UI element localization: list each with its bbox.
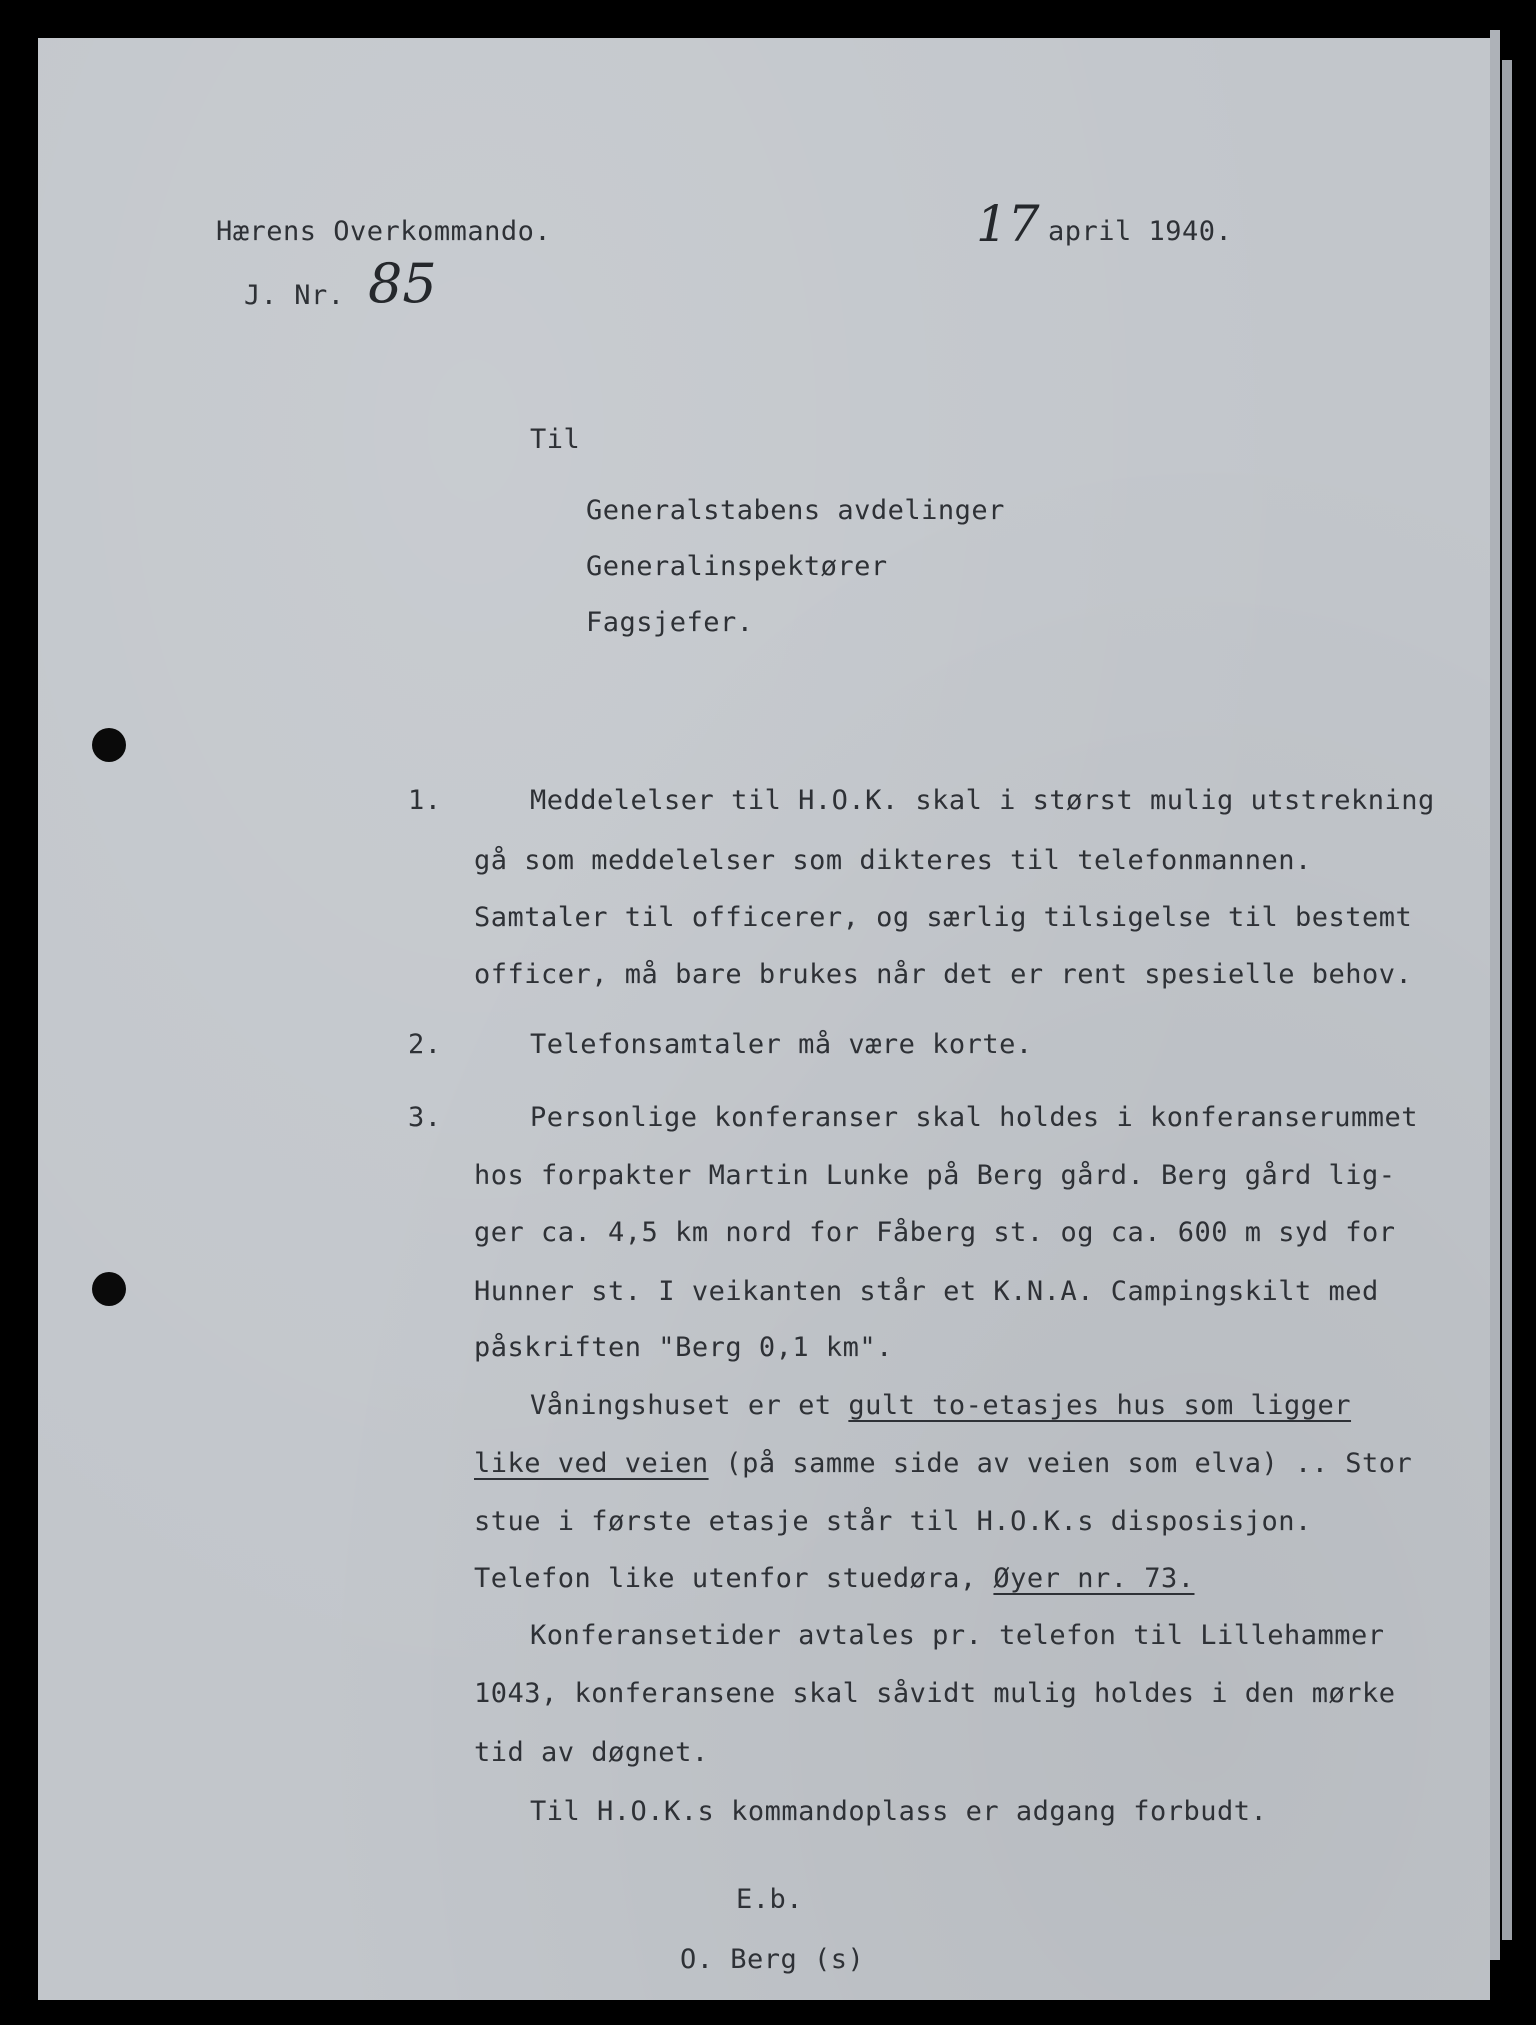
item-line: ger ca. 4,5 km nord for Fåberg st. og ca. 600 m syd for: [474, 1217, 1396, 1248]
item-line: hos forpakter Martin Lunke på Berg gård. Berg gård lig-: [474, 1160, 1396, 1191]
house-paragraph-line: stue i første etasje står til H.O.K.s disposisjon.: [474, 1506, 1312, 1537]
paper-edge-strip: [1490, 30, 1500, 1960]
item-line: gå som meddelelser som dikteres til telefonmannen.: [474, 845, 1312, 876]
item-line: Samtaler til officerer, og særlig tilsigelse til bestemt: [474, 902, 1413, 933]
journal-number-handwritten: 85: [368, 252, 437, 315]
journal-number-label: J. Nr.: [244, 280, 345, 311]
house-underlined-text: like ved veien: [474, 1448, 709, 1479]
paper-edge-strip: [1502, 60, 1512, 1940]
sender-name: Hærens Overkommando.: [216, 216, 552, 247]
item-line: Personlige konferanser skal holdes i konferanserummet: [530, 1102, 1419, 1133]
item-line: påskriften "Berg 0,1 km".: [474, 1332, 893, 1363]
house-text: Våningshuset er et: [530, 1390, 849, 1421]
signature-eb: E.b.: [736, 1884, 804, 1915]
item-line: Hunner st. I veikanten står et K.N.A. Campingskilt med: [474, 1276, 1379, 1307]
date-day-handwritten: 17: [976, 195, 1040, 253]
punch-hole-icon: [92, 728, 126, 762]
date-text: april 1940.: [1048, 216, 1233, 247]
item-line: officer, må bare brukes når det er rent spesielle behov.: [474, 959, 1413, 990]
times-paragraph-line: Konferansetider avtales pr. telefon til Lillehammer: [530, 1620, 1385, 1651]
access-paragraph: Til H.O.K.s kommandoplass er adgang forbudt.: [530, 1796, 1268, 1827]
item-number: 1.: [408, 785, 442, 816]
recipient-line: Generalstabens avdelinger: [586, 495, 1005, 526]
item-number: 3.: [408, 1102, 442, 1133]
house-text: (på samme side av veien som elva) .. Stor: [708, 1448, 1413, 1479]
to-label: Til: [530, 424, 581, 455]
house-underlined-text: gult to-etasjes hus som ligger: [848, 1390, 1352, 1421]
recipient-line: Generalinspektører: [586, 551, 888, 582]
house-paragraph-line: [530, 1388, 1351, 1424]
times-paragraph-line: 1043, konferansene skal såvidt mulig holdes i den mørke: [474, 1678, 1396, 1709]
house-paragraph-line: [474, 1561, 1195, 1597]
item-line: Telefonsamtaler må være korte.: [530, 1029, 1033, 1060]
punch-hole-icon: [92, 1272, 126, 1306]
document-page: [38, 38, 1490, 2000]
phone-number-underlined: Øyer nr. 73.: [993, 1563, 1195, 1594]
signature-name: O. Berg (s): [680, 1944, 865, 1975]
item-line: Meddelelser til H.O.K. skal i størst mulig utstrekning: [530, 785, 1435, 816]
times-paragraph-line: tid av døgnet.: [474, 1737, 709, 1768]
recipient-line: Fagsjefer.: [586, 607, 754, 638]
item-number: 2.: [408, 1029, 442, 1060]
house-paragraph-line: [474, 1446, 1412, 1482]
house-text: Telefon like utenfor stuedøra,: [474, 1563, 994, 1594]
